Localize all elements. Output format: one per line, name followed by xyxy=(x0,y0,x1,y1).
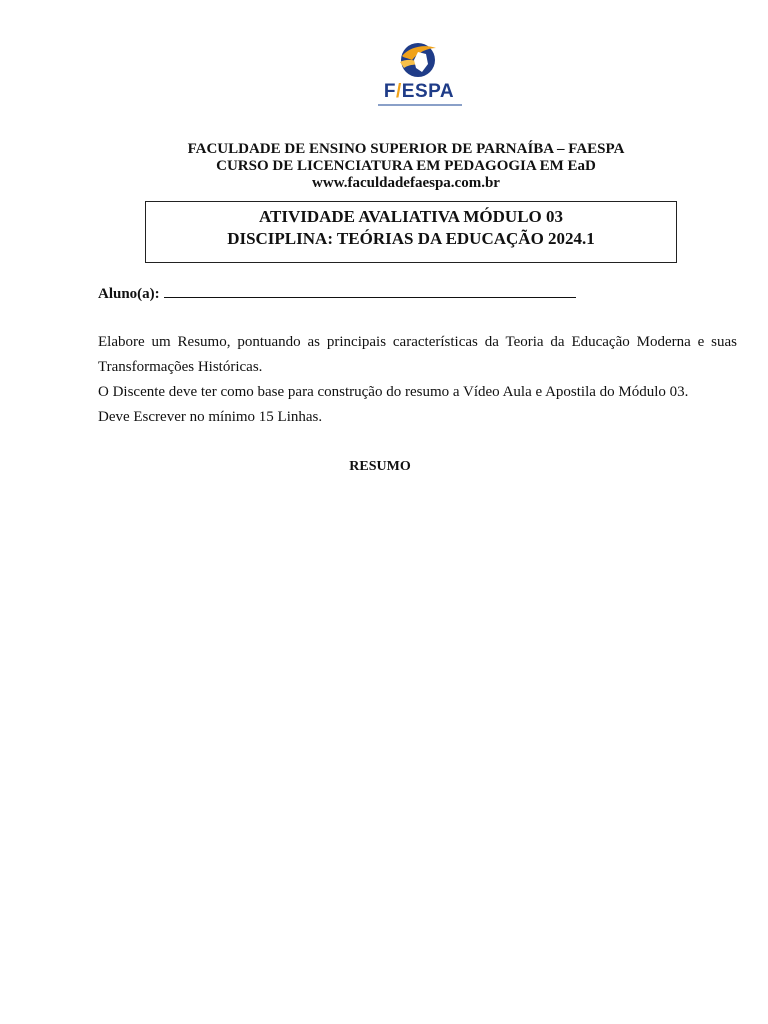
student-name-field xyxy=(98,283,576,304)
discipline-title: DISCIPLINA: TEÓRIAS DA EDUCAÇÃO 2024.1 xyxy=(227,229,595,248)
instruction-paragraph-3: Deve Escrever no mínimo 15 Linhas. xyxy=(98,409,323,425)
faespa-emblem-icon xyxy=(374,42,464,84)
instructions xyxy=(98,330,737,430)
instruction-paragraph-1: Elabore um Resumo, pontuando as principais características da Teoria da Educação Moderna e suas Transformações Históricas. xyxy=(98,334,737,375)
instruction-paragraph-2: O Discente deve ter como base para construção do resumo a Vídeo Aula e Apostila do Módulo 03. xyxy=(98,384,689,400)
logo-tagline-bar xyxy=(378,104,462,106)
institution-header xyxy=(0,141,768,192)
student-label: Aluno(a): xyxy=(98,286,160,302)
activity-title: ATIVIDADE AVALIATIVA MÓDULO 03 xyxy=(258,207,564,226)
institution-website: www.faculdadefaespa.com.br xyxy=(312,175,500,191)
activity-title-box xyxy=(145,201,677,263)
student-name-line[interactable] xyxy=(164,283,576,298)
logo-wordmark: F/ESPA xyxy=(383,81,455,102)
institution-name: FACULDADE DE ENSINO SUPERIOR DE PARNAÍBA – FAESPA xyxy=(187,141,625,157)
faespa-logo xyxy=(374,42,464,110)
section-heading xyxy=(0,458,768,476)
course-name: CURSO DE LICENCIATURA EM PEDAGOGIA EM EaD xyxy=(216,158,596,174)
resumo-heading: RESUMO xyxy=(349,459,411,474)
